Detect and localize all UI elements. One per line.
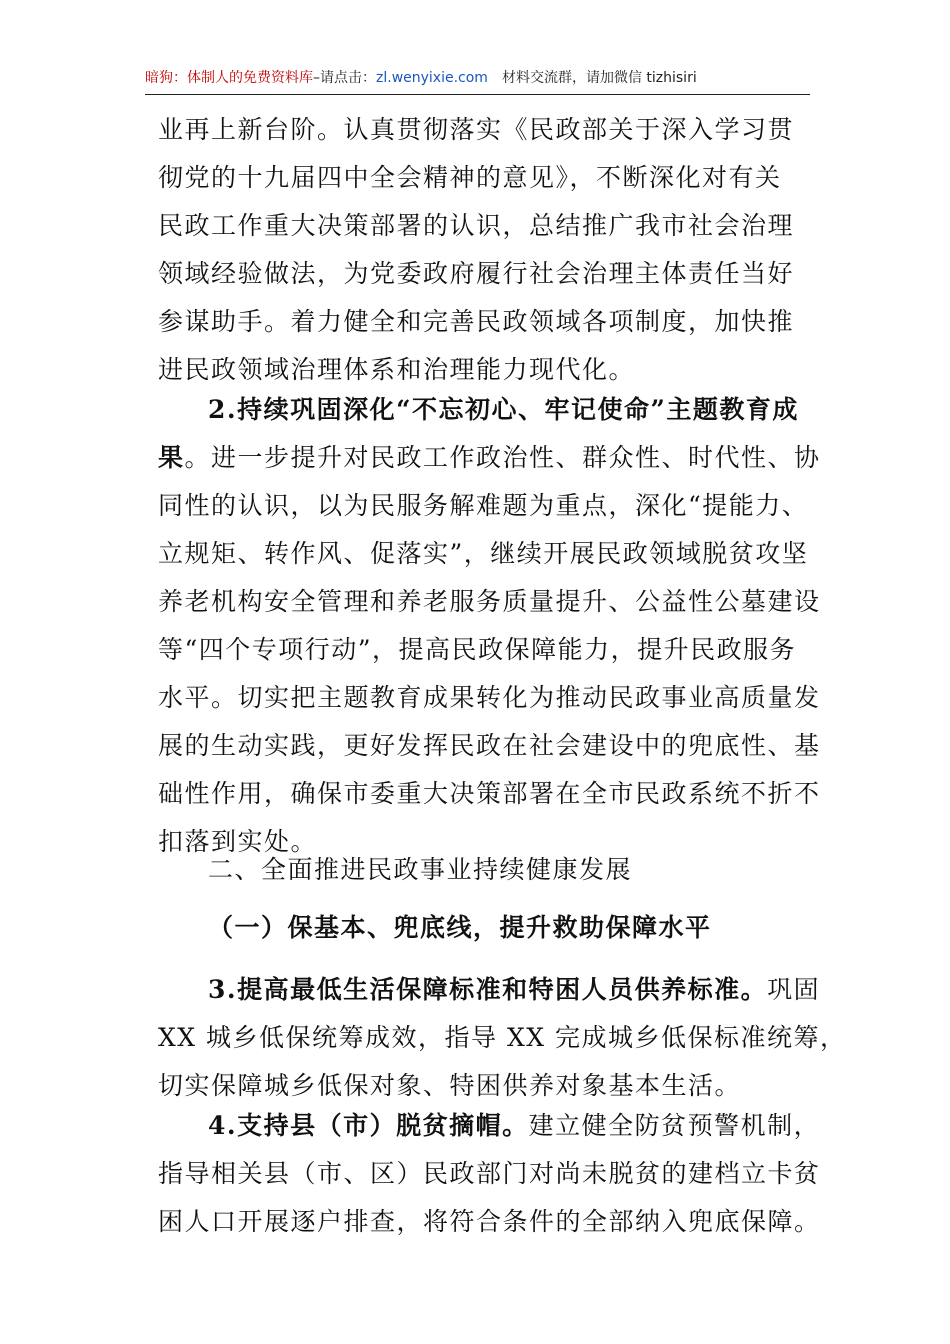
paragraph-3: [158, 966, 847, 1110]
text-line: 业再上新台阶。认真贯彻落实《民政部关于深入学习贯: [158, 115, 795, 144]
text-line: 养老机构安全管理和养老服务质量提升、公益性公墓建设: [158, 587, 821, 616]
text-line: 参谋助手。着力健全和完善民政领域各项制度，加快推: [158, 307, 795, 336]
header-contact: 材料交流群，请加微信 tizhisiri: [501, 70, 697, 86]
text-line: 础性作用，确保市委重大决策部署在全市民政系统不折不: [158, 779, 821, 808]
subsection-heading: （一）保基本、兜底线，提升救助保障水平: [208, 913, 712, 942]
text-line: XX 城乡低保统筹成效，指导 XX 完成城乡低保标准统筹，: [158, 1023, 847, 1052]
page-header: [145, 66, 810, 95]
text-line: 领域经验做法，为党委政府履行社会治理主体责任当好: [158, 259, 795, 288]
item-2-title: 2.持续巩固深化“不忘初心、牢记使命”主题教育成: [208, 395, 799, 424]
text-line: 扣落到实处。: [158, 827, 318, 856]
text-line: 进民政领域治理体系和治理能力现代化。: [158, 355, 636, 384]
text-line: 立规矩、转作风、促落实”，继续开展民政领域脱贫攻坚: [158, 539, 809, 568]
header-url-link[interactable]: zl.wenyixie.com: [376, 70, 488, 86]
text-line: 巩固: [767, 975, 821, 1004]
text-line: 切实保障城乡低保对象、特困供养对象基本生活。: [158, 1071, 742, 1100]
header-site-name: 暗狗：体制人的免费资料库: [145, 70, 313, 86]
item-2-title-end: 果: [158, 443, 185, 472]
text-line: 困人口开展逐户排查，将符合条件的全部纳入兜底保障。: [158, 1207, 821, 1236]
text-line: 水平。切实把主题教育成果转化为推动民政事业高质量发: [158, 683, 821, 712]
paragraph-1: [158, 106, 808, 394]
section-heading: 二、全面推进民政事业持续健康发展: [208, 855, 633, 884]
text-line: 等“四个专项行动”，提高民政保障能力，提升民政服务: [158, 635, 797, 664]
text-line: 指导相关县（市、区）民政部门对尚未脱贫的建档立卡贫: [158, 1159, 821, 1188]
paragraph-2: [158, 386, 821, 866]
text-line: 建立健全防贫预警机制，: [528, 1111, 821, 1140]
subsection-1: [158, 904, 808, 952]
header-click-prompt: –请点击：: [313, 70, 376, 86]
item-4-title: 4.支持县（市）脱贫摘帽。: [208, 1111, 529, 1140]
text-line: 民政工作重大决策部署的认识，总结推广我市社会治理: [158, 211, 795, 240]
text-line: 。进一步提升对民政工作政治性、群众性、时代性、协: [184, 443, 821, 472]
section-2: [158, 846, 808, 894]
text-line: 彻党的十九届四中全会精神的意见》，不断深化对有关: [158, 163, 782, 192]
text-line: 展的生动实践，更好发挥民政在社会建设中的兜底性、基: [158, 731, 821, 760]
item-3-title: 3.提高最低生活保障标准和特困人员供养标准。: [208, 975, 768, 1004]
paragraph-4: [158, 1102, 821, 1246]
text-line: 同性的认识，以为民服务解难题为重点，深化“提能力、: [158, 491, 809, 520]
